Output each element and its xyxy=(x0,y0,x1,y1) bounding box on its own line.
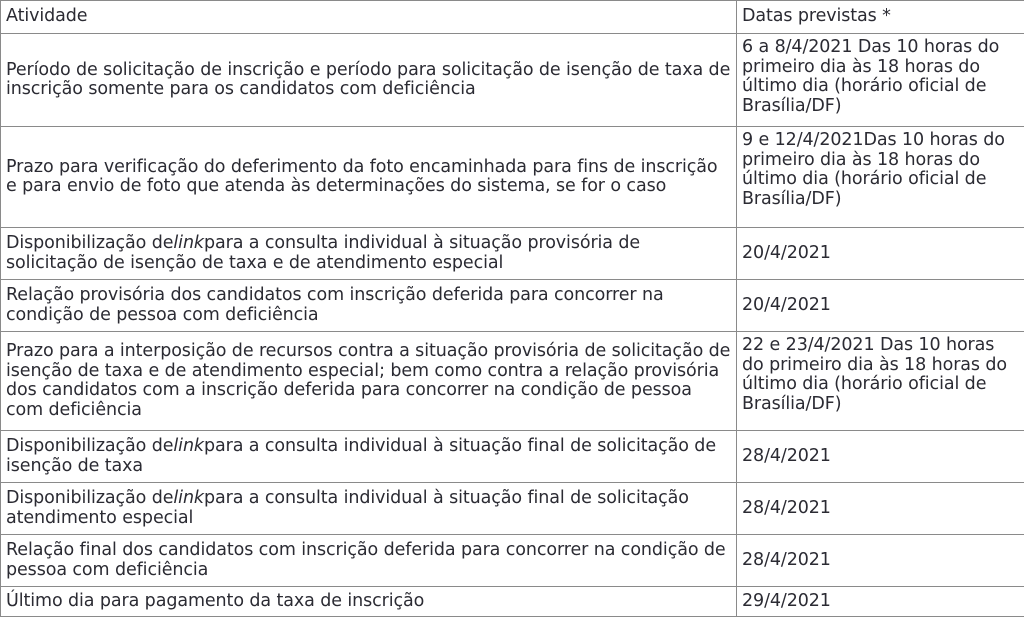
activity-text-pre: Disponibilização de xyxy=(6,436,173,456)
date-cell: 6 a 8/4/2021 Das 10 horas do primeiro dia às 18 horas do último dia (horário oficial de Brasília/DF) xyxy=(737,34,1024,127)
activity-cell: Prazo para verificação do deferimento da foto encaminhada para fins de inscrição e para envio de foto que atenda às determinações do sistema, se for o caso xyxy=(1,127,737,228)
activity-text-post: para a consulta individual à situação final de solicitação atendimento especial xyxy=(6,488,689,528)
table-row xyxy=(1,587,1024,617)
table-row xyxy=(1,127,1024,228)
activity-cell xyxy=(1,483,737,535)
activity-text-pre: Disponibilização de xyxy=(6,233,173,253)
activity-cell xyxy=(1,431,737,483)
date-cell: 9 e 12/4/2021Das 10 horas do primeiro dia às 18 horas do último dia (horário oficial de Brasília/DF) xyxy=(737,127,1024,228)
activity-cell: Período de solicitação de inscrição e período para solicitação de isenção de taxa de inscrição somente para os candidatos com deficiência xyxy=(1,34,737,127)
date-cell: 28/4/2021 xyxy=(737,535,1024,587)
activity-text-post: para a consulta individual à situação provisória de solicitação de isenção de taxa e de atendimento especial xyxy=(6,233,640,273)
table-row xyxy=(1,228,1024,280)
table-header-row xyxy=(1,1,1024,34)
activity-cell: Último dia para pagamento da taxa de inscrição xyxy=(1,587,737,617)
activity-text-link-word: link xyxy=(173,488,204,508)
date-cell: 20/4/2021 xyxy=(737,280,1024,332)
activity-cell: Prazo para a interposição de recursos contra a situação provisória de solicitação de isenção de taxa e de atendimento especial; bem como contra a relação provisória dos candidatos com a inscrição deferida para concorrer na condição de pessoa com deficiência xyxy=(1,332,737,431)
table-row xyxy=(1,34,1024,127)
activity-cell: Relação provisória dos candidatos com inscrição deferida para concorrer na condição de pessoa com deficiência xyxy=(1,280,737,332)
date-cell: 28/4/2021 xyxy=(737,431,1024,483)
activity-text-link-word: link xyxy=(173,233,204,253)
activity-text-link-word: link xyxy=(173,436,204,456)
activity-text-pre: Disponibilização de xyxy=(6,488,173,508)
header-dates: Datas previstas * xyxy=(737,1,1024,34)
table-row xyxy=(1,280,1024,332)
date-cell: 22 e 23/4/2021 Das 10 horas do primeiro dia às 18 horas do último dia (horário oficial de Brasília/DF) xyxy=(737,332,1024,431)
date-cell: 20/4/2021 xyxy=(737,228,1024,280)
table-row xyxy=(1,535,1024,587)
header-activity: Atividade xyxy=(1,1,737,34)
table-row xyxy=(1,483,1024,535)
activity-cell: Relação final dos candidatos com inscrição deferida para concorrer na condição de pessoa com deficiência xyxy=(1,535,737,587)
table-row xyxy=(1,431,1024,483)
date-cell: 29/4/2021 xyxy=(737,587,1024,617)
date-cell: 28/4/2021 xyxy=(737,483,1024,535)
table-row xyxy=(1,332,1024,431)
activity-text-post: para a consulta individual à situação final de solicitação de isenção de taxa xyxy=(6,436,716,476)
activity-cell xyxy=(1,228,737,280)
